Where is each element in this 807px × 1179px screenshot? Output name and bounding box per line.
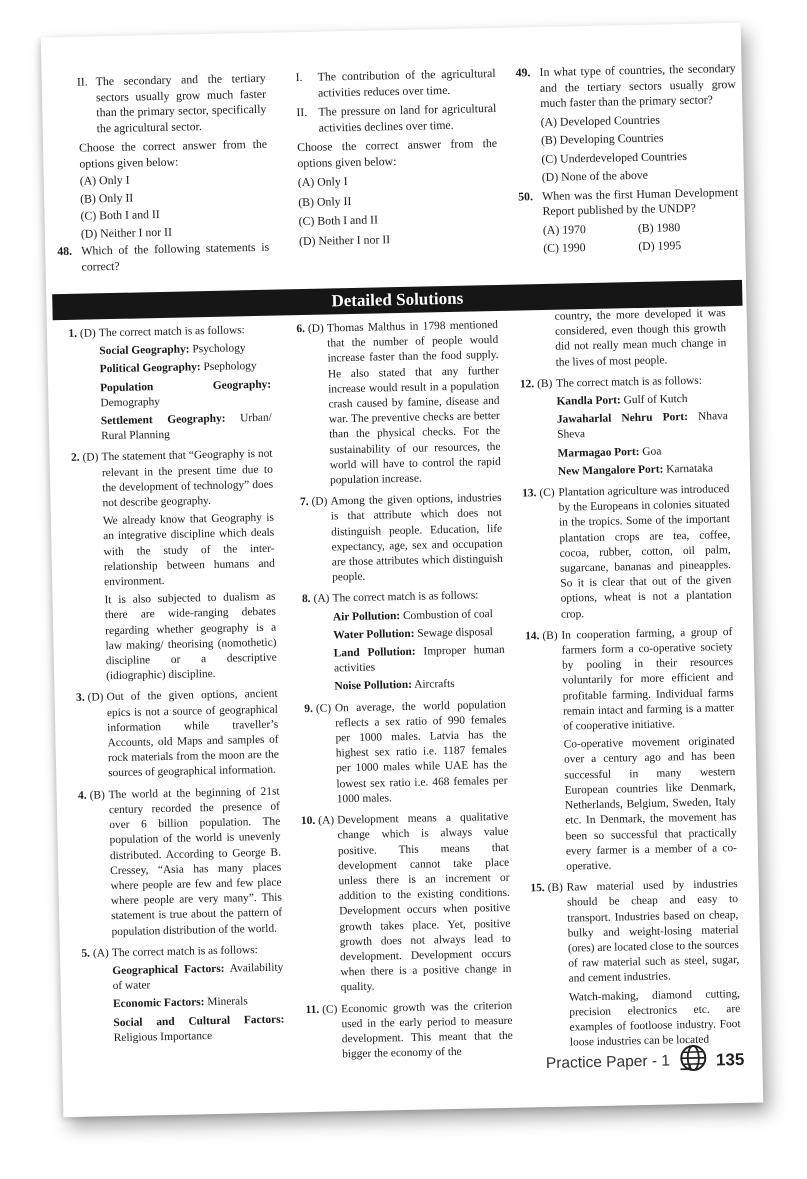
solutions-column-1 [55, 323, 285, 1053]
option-b: (B) 1980 [637, 219, 681, 235]
solution-11 [297, 998, 513, 1063]
match-value: Sewage disposal [417, 625, 494, 640]
match-key: Marmagao Port: [557, 445, 640, 460]
options-prompt: Choose the correct answer from the options given below: [78, 136, 268, 171]
book-page [41, 23, 763, 1117]
solutions-column-3 [511, 306, 742, 1058]
match-value: Psychology [192, 342, 246, 356]
solution-6 [283, 318, 501, 490]
solution-8 [288, 588, 505, 696]
questions-section [56, 61, 740, 290]
footer-label: Practice Paper - 1 [545, 1051, 671, 1072]
match-key: Jawaharlal Nehru Port: [556, 411, 689, 426]
match-key: Settlement Geography: [100, 412, 226, 428]
match-key: Population Geography: [99, 378, 272, 394]
match-row [558, 461, 729, 480]
option-list [298, 171, 500, 249]
statement-ii [56, 71, 267, 137]
solution-text: The statement that “Geography is not relevant in the present time due to the development of technology” does not describe geography. [101, 448, 274, 510]
solution-text: Economic growth was the criterion used in the early period to measure development. This meant that the bigger the economy of the [341, 999, 513, 1061]
solution-5 [68, 942, 285, 1047]
statement-number: II. [76, 74, 88, 89]
solution-text: We already know that Geography is an integrative discipline which deals with the study of the inter-relationship between humans and environment. [102, 511, 275, 589]
solution-number: 15. [530, 882, 545, 895]
solution-number: 2. [70, 452, 80, 465]
statement-text: The pressure on land for agricultural activities declines over time. [318, 100, 497, 135]
solution-answer: (D) [82, 451, 99, 465]
option-b: (B) Only II [298, 193, 352, 209]
question-49 [515, 61, 736, 112]
solution-number: 1. [68, 327, 78, 340]
match-value: Availability of water [112, 961, 284, 993]
option-d: (D) Neither I nor II [80, 224, 173, 241]
question-text: Which of the following statements is correct? [81, 239, 270, 274]
solution-text: Out of the given options, ancient epics is not a source of geographical information while traveller’s Accounts, old Maps and samples of rock materials from the moon are the sources of geographical information. [106, 688, 279, 780]
match-key: Water Pollution: [333, 627, 415, 642]
match-key: Social Geography: [99, 343, 190, 358]
match-row [99, 341, 270, 360]
match-value: Nhava Sheva [557, 410, 728, 442]
match-key: New Mangalore Port: [557, 463, 664, 478]
options-prompt: Choose the correct answer from the options given below: [296, 135, 498, 170]
solution-text: Thomas Malthus in 1798 mentioned that the number of people would increase faster than the food supply. He also stated that any further increase would result in a population crash caused by famine, disease and war. The preventive checks are better than the physical checks. For the sustainability of our resources, the world will have to control the rapid population increase. [326, 318, 501, 487]
solution-text: Co-operative movement originated over a century ago and has been successful in many western European countries like Denmark, Netherlands, Belgium, Sweden, Italy etc. In Denmark, the movement has been so successful that practically every farmer is a member of a co-operative. [563, 735, 738, 873]
question-column-2 [296, 66, 500, 253]
solution-number: 5. [81, 947, 91, 960]
option-c: (C) Both I and II [298, 212, 379, 229]
question-text: In what type of countries, the secondary and the tertiary sectors usually grow much faster than the primary sector? [539, 60, 737, 111]
solution-text: The correct match is as follows: [98, 324, 245, 340]
option-d: (D) 1995 [638, 238, 682, 253]
solution-number: 6. [296, 322, 306, 336]
match-value: Karnataka [666, 462, 714, 476]
solution-11-continued [511, 306, 727, 371]
page-footer [546, 1042, 745, 1081]
solution-answer: (B) [537, 377, 553, 390]
solution-answer: (B) [89, 788, 105, 802]
question-number: 49. [515, 65, 531, 80]
option-c: (C) Both I and II [80, 206, 160, 223]
solution-2 [57, 447, 277, 685]
option-grid [519, 218, 740, 257]
match-key: Kandla Port: [556, 394, 621, 408]
solution-text: It is also subjected to dualism as there are wide-ranging debates regarding whether geography is a law making/ theorising (nomothetic) discipline or a descriptive (idiographic) discipline. [104, 590, 277, 683]
option-a: (A) 1970 [542, 221, 586, 237]
solution-1 [55, 323, 272, 446]
solution-9 [291, 698, 508, 809]
question-column-3 [515, 61, 739, 257]
match-value: Religious Importance [113, 1029, 213, 1044]
solution-number: 12. [519, 378, 535, 391]
question-50 [518, 184, 739, 220]
solution-answer: (A) [92, 946, 109, 960]
match-row [113, 994, 284, 1013]
solution-answer: (D) [87, 691, 104, 705]
option-a: (A) Only I [297, 174, 348, 190]
solution-10 [293, 810, 512, 997]
match-key: Geographical Factors: [112, 962, 225, 978]
solution-3 [62, 687, 279, 783]
solution-answer: (C) [539, 486, 555, 500]
match-value: Minerals [207, 995, 248, 1009]
option-a: (A) Developed Countries [540, 112, 661, 129]
solution-number: 10. [300, 814, 316, 828]
solution-text: country, the more developed it was considered, even though this growth did not really mean much change in the lives of most people. [554, 307, 727, 369]
solution-7 [286, 491, 503, 587]
question-column-1 [56, 71, 270, 281]
match-value: Goa [642, 445, 662, 458]
match-row [333, 625, 504, 644]
match-key: Land Pollution: [333, 645, 416, 660]
solutions-column-2 [283, 318, 514, 1070]
option-list [58, 170, 269, 242]
match-row [334, 676, 505, 695]
match-row [557, 443, 728, 462]
match-value: Combustion of coal [402, 607, 493, 622]
match-value: Urban/ Rural Planning [101, 411, 272, 443]
match-value: Gulf of Kutch [623, 393, 688, 407]
match-row [557, 409, 729, 443]
option-c: (C) 1990 [543, 240, 586, 255]
solution-answer: (B) [547, 881, 564, 895]
match-key: Noise Pollution: [334, 679, 413, 693]
question-number: 48. [57, 243, 73, 259]
statement-ii [296, 101, 497, 136]
option-d: (D) None of the above [541, 167, 649, 184]
match-key: Political Geography: [99, 361, 201, 376]
solution-number: 3. [75, 692, 85, 705]
match-value: Demography [100, 395, 161, 410]
match-row [112, 960, 284, 994]
solution-text: The correct match is as follows: [556, 374, 703, 390]
solution-text: In cooperation farming, a group of farmers form a co-operative society by pooling in their resources voluntarily for more efficient and profitable farming. Individual farms remain intact and farming is a matter of cooperative initiative. [561, 625, 735, 733]
option-a: (A) Only I [79, 172, 130, 188]
match-key: Social and Cultural Factors: [113, 1013, 285, 1029]
solution-answer: (C) [315, 702, 332, 715]
solution-answer: (D) [79, 327, 96, 340]
statement-number: II. [296, 104, 308, 120]
solution-answer: (A) [313, 592, 330, 606]
solution-text: Raw material used by industries should be cheap and easy to transport. Industries based on cheap, bulky and weight-losing material (ores) are located close to the sources of raw material such as steel, sugar, and cement industries. [566, 878, 740, 985]
question-number: 50. [518, 188, 534, 203]
solution-number: 7. [299, 496, 309, 509]
globe-icon [678, 1043, 709, 1079]
solution-answer: (D) [311, 495, 328, 509]
page-number: 135 [715, 1049, 745, 1070]
solution-text: The world at the beginning of 21st century recorded the presence of over 6 billion population. The population of the world is unevenly distributed. According to George B. Cressey, “Asia has many places where people are few and few place where people are very many”. This statement is true about the pattern of population distribution of the world. [108, 785, 283, 938]
solution-text: Watch-making, diamond cutting, precision electronics etc. are examples of footloose industry. Foot loose industries can be located [568, 987, 741, 1049]
solution-number: 8. [301, 593, 311, 606]
match-row [100, 377, 272, 411]
solution-answer: (D) [307, 322, 324, 335]
match-value: Psephology [203, 360, 257, 374]
solution-text: Among the given options, industries is that attribute which does not distinguish people. Education, life expectancy, age, sex and occupation are those attributes which distinguish people. [330, 492, 503, 584]
solution-text: Development means a qualitative change which is always value positive. This means that development cannot take place unless there is an increment or addition to the existing conditions. Development occurs when positive growth takes place. Yet, positive growth does not always lead to development. Development occurs when there is a positive change in quality. [337, 810, 512, 994]
solution-number: 11. [305, 1003, 320, 1016]
match-key: Air Pollution: [332, 609, 401, 624]
match-key: Economic Factors: [112, 996, 205, 1011]
section-title: Detailed Solutions [331, 288, 464, 311]
statement-text: The contribution of the agricultural activities reduces over time. [317, 65, 496, 100]
question-text: When was the first Human Development Report published by the UNDP? [542, 184, 739, 218]
solution-13 [514, 482, 732, 623]
statement-number: I. [295, 69, 303, 85]
question-48 [59, 240, 270, 275]
solution-answer: (B) [542, 629, 558, 642]
option-b: (B) Developing Countries [540, 130, 664, 147]
match-row [556, 391, 727, 410]
match-row [113, 1012, 285, 1046]
solution-answer: (C) [322, 1002, 338, 1016]
solution-14 [517, 625, 737, 876]
match-value: Aircrafts [414, 678, 455, 692]
solution-text: Plantation agriculture was introduced by the Europeans in colonies situated in the tropics. Some of the important plantation crops are tea, coffee, cocoa, rubber, cotton, oil palm, sugarcane, bananas and pineapples. So it is clear that out of the given options, wheat is not a plantation crop. [558, 483, 732, 621]
option-d: (D) Neither I nor II [298, 231, 391, 248]
solution-text: The correct match is as follows: [332, 589, 479, 605]
solution-answer: (A) [318, 814, 335, 827]
solution-number: 14. [525, 629, 540, 643]
solution-12 [512, 373, 729, 481]
solution-text: On average, the world population reflects a sex ratio of 990 females per 1000 males. Latvia has the highest sex ratio i.e. 1187 females per 1000 males while UAE has the lowest sex ratio i.e. 468 females per 1000 males. [334, 698, 508, 806]
match-row [101, 411, 273, 445]
solution-text: The correct match is as follows: [111, 943, 258, 959]
solution-number: 4. [77, 789, 87, 802]
solution-4 [65, 784, 283, 941]
match-value: Improper human activities [333, 643, 505, 675]
option-b: (B) Only II [79, 190, 134, 206]
statement-i [296, 66, 497, 101]
option-list [516, 110, 737, 186]
statement-text: The secondary and the tertiary sectors usually grow much faster than the primary sector, specifically the agricultural sector. [95, 70, 267, 135]
solution-number: 9. [304, 702, 314, 715]
match-row [333, 607, 504, 626]
solution-number: 13. [522, 487, 537, 500]
solution-15 [523, 877, 742, 1052]
option-c: (C) Underdeveloped Countries [541, 148, 687, 166]
match-row [334, 643, 506, 677]
match-row [100, 359, 271, 378]
